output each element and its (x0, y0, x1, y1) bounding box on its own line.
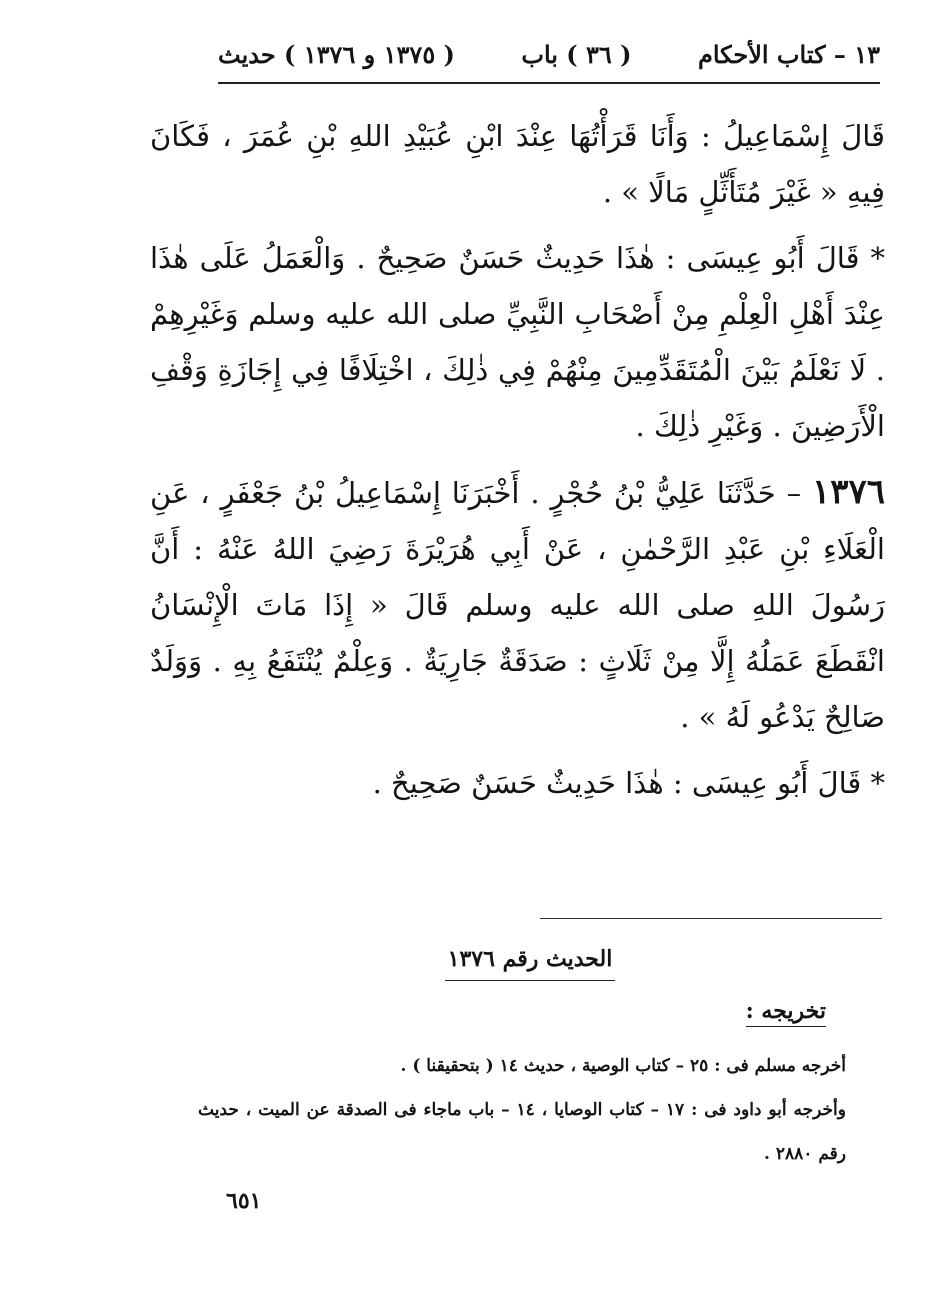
paragraph-ismail: قَالَ إِسْمَاعِيلُ : وَأَنَا قَرَأْتُهَا عِنْدَ ابْنِ عُبَيْدِ اللهِ بْنِ عُمَرَ ، فَكَانَ فِيهِ « غَيْرَ مُتَأَثِّلٍ مَالًا » . (150, 119, 885, 209)
running-header (218, 34, 880, 74)
header-chapter: ١٣ – كتاب الأحكام (697, 39, 880, 69)
footnote-separator (540, 918, 882, 919)
main-text (150, 108, 885, 821)
footnote-body (198, 1044, 846, 1176)
header-hadith-range: ( ١٣٧٥ و ١٣٧٦ ) حديث (218, 39, 455, 69)
hadith-number: ١٣٧٦ (811, 472, 886, 512)
footnote-label: تخريجه : (746, 998, 826, 1027)
footnote-line-muslim: أخرجه مسلم فى : ٢٥ – كتاب الوصية ، حديث ١٤ ( بتحقيقنا ) . (400, 1056, 846, 1076)
paragraph-hadith-1376 (150, 464, 885, 745)
page-number: ٦٥١ (226, 1188, 262, 1214)
footnote-line-abu-dawud: وأخرجه أبو داود فى : ١٧ – كتاب الوصايا ، ١٤ – باب ماجاء فى الصدقة عن الميت ، حديث رقم ٢٨٨٠ . (198, 1100, 846, 1164)
header-section: ( ٣٦ ) باب (521, 39, 632, 69)
footnote-heading: الحديث رقم ١٣٧٦ (445, 946, 615, 981)
paragraph-abu-isa-comment-2: * قَالَ أَبُو عِيسَى : هٰذَا حَدِيثٌ حَسَنٌ صَحِيحٌ . (372, 766, 885, 800)
header-rule (218, 82, 880, 84)
paragraph-abu-isa-comment-1: * قَالَ أَبُو عِيسَى : هٰذَا حَدِيثٌ حَسَنٌ صَحِيحٌ . وَالْعَمَلُ عَلَى هٰذَا عِنْدَ أَهْلِ الْعِلْمِ مِنْ أَصْحَابِ النَّبِيِّ صلى الله عليه وسلم وَغَيْرِهِمْ . لَا نَعْلَمُ بَيْنَ الْمُتَقَدِّمِينَ مِنْهُمْ فِي ذٰلِكَ ، اخْتِلَافًا فِي إِجَازَةِ وَقْفِ الْأَرَضِينَ . وَغَيْرِ ذٰلِكَ . (150, 241, 885, 443)
hadith-text: – حَدَّثَنَا عَلِيُّ بْنُ حُجْرٍ . أَخْبَرَنَا إِسْمَاعِيلُ بْنُ جَعْفَرٍ ، عَنِ الْعَلَاءِ بْنِ عَبْدِ الرَّحْمٰنِ ، عَنْ أَبِي هُرَيْرَةَ رَضِيَ اللهُ عَنْهُ : أَنَّ رَسُولَ اللهِ صلى الله عليه وسلم قَالَ « إِذَا مَاتَ الْإِنْسَانُ انْقَطَعَ عَمَلُهُ إِلَّا مِنْ ثَلَاثٍ : صَدَقَةٌ جَارِيَةٌ . وَعِلْمٌ يُنْتَفَعُ بِهِ . وَوَلَدٌ صَالِحٌ يَدْعُو لَهُ » . (150, 476, 885, 734)
